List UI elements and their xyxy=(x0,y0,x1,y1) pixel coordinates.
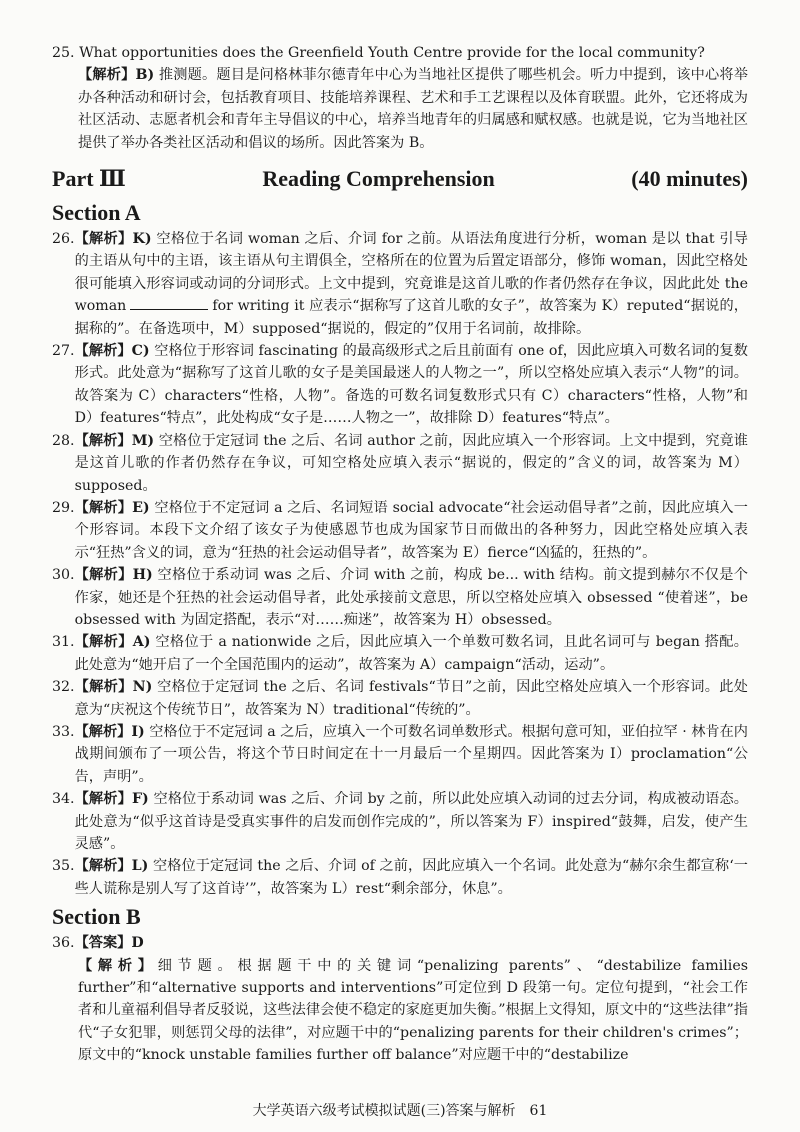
analysis-text: 推测题。题目是问格林菲尔德青年中心为当地社区提供了哪些机会。听力中提到，该中心将举办各种活动和研讨会，包括教育项目、技能培养课程、艺术和手工艺课程以及体育联盟。此外，它还将成为社区活动、志愿者机会和青年主导倡议的中心，培养当地青年的归属感和赋权感。也就是说，它为当地社区提供了举办各类社区活动和倡议的场所。因此答案为 B。 xyxy=(78,67,748,151)
analysis-label: 【解析】 xyxy=(74,791,132,808)
analysis-text: 空格位于系动词 was 之后、介词 with 之前，构成 be... with 结构。前文提到赫尔不仅是个作家，她还是个狂热的社会运动倡导者，此处承接前文意思，所以空格处应填入 obsessed “使着迷”，be obsessed with 为固定搭配，表示“对……痴迷”，故答案为 H）obsessed。 xyxy=(74,567,748,628)
answer-letter: L) xyxy=(131,858,149,875)
analysis-text: 空格位于系动词 was 之后、介词 by 之前，所以此处应填入动词的过去分词，构成被动语态。此处意为“似乎这首诗是受真实事件的启发而创作完成的”，所以答案为 F）inspired“鼓舞，启发，使产生灵感”。 xyxy=(74,791,748,852)
section-a-heading: Section A xyxy=(52,200,141,226)
item-analysis xyxy=(75,340,748,430)
analysis-text: 空格位于定冠词 the 之后、名词 author 之前，因此应填入一个形容词。上文中提到，究竟谁是这首儿歌的作者仍然存在争议，可知空格处应填入表示“据说的，假定的”含义的词，故答案为 M）supposed。 xyxy=(74,432,748,494)
item-number: 33. xyxy=(52,723,75,740)
item-analysis xyxy=(75,631,748,676)
analysis-label: 【解析】 xyxy=(78,67,136,84)
item-number: 31. xyxy=(52,634,75,651)
item-analysis xyxy=(75,676,748,721)
analysis-text: 空格位于定冠词 the 之后、介词 of 之前，因此应填入一个名词。此处意为“赫尔余生都宣称‘一些人谎称是别人写了这首诗’”，故答案为 L）rest“剩余部分，休息”。 xyxy=(74,858,748,897)
analysis-label: 【解析】 xyxy=(74,499,133,516)
part-heading xyxy=(52,162,748,196)
item-31 xyxy=(52,631,748,676)
answer-letter: B) xyxy=(135,67,155,84)
analysis-text: 空格位于定冠词 the 之后、名词 festivals“节日”之前，因此空格处应填入一个形容词。此处意为“庆祝这个传统节日”，故答案为 N）traditional“传统的”。 xyxy=(74,679,748,718)
question-25-stem xyxy=(52,42,748,64)
item-number: 27. xyxy=(52,343,75,360)
fill-blank-line xyxy=(130,297,208,310)
analysis-text: 空格位于 a nationwide 之后，因此应填入一个单数可数名词，且此名词可与 began 搭配。此处意为“她开启了一个全国范围内的运动”，故答案为 A）campaign“活动，运动”。 xyxy=(74,634,748,673)
question-25-analysis xyxy=(52,64,748,154)
item-36-answer xyxy=(52,932,748,954)
answer-letter: N) xyxy=(132,679,153,696)
analysis-label: 【解析】 xyxy=(74,567,133,584)
answer-letter: M) xyxy=(131,432,155,449)
answer-letter: F) xyxy=(131,791,149,808)
item-number: 29. xyxy=(52,499,75,516)
answer-letter: D xyxy=(131,935,144,952)
answer-letter: K) xyxy=(132,231,152,248)
question-25 xyxy=(52,42,748,154)
item-26 xyxy=(52,228,748,340)
item-34 xyxy=(52,788,748,855)
item-analysis xyxy=(75,855,748,900)
item-analysis xyxy=(75,564,748,631)
page-footer: 大学英语六级考试模拟试题(三)答案与解析 61 xyxy=(252,1103,548,1119)
answer-letter: C) xyxy=(131,343,150,360)
analysis-text: 空格位于不定冠词 a 之后、名词短语 social advocate“社会运动倡导者”之前，因此应填入一个形容词。本段下文介绍了该女子为使感恩节也成为国家节日而做出的各种努力，因此空格处应填入表示“狂热”含义的词，意为“狂热的社会运动倡导者”，故答案为 E）fierce“凶猛的，狂热的”。 xyxy=(74,499,748,561)
item-28 xyxy=(52,430,748,497)
analysis-text-pre: 空格位于名词 woman 之后、介词 for 之前。从语法角度进行分析，woman 是以 that 引导的主语从句中的主语，该主语从句主谓俱全，空格所在的位置为后置定语部分，修饰 woman，因此空格处很可能填入形容词或动词的分词形式。上文中提到，究竟谁是这首儿歌的作者仍然存在争议，因此此处 the woman xyxy=(74,231,748,315)
item-analysis xyxy=(75,721,748,788)
answer-label: 【答案】 xyxy=(74,935,132,952)
analysis-text-post: for writing it 应表示“据称写了这首儿歌的女子”，故答案为 K）reputed“据说的，据称的”。在备选项中，M）supposed“据说的，假定的”仅用于名词前，故排除。 xyxy=(74,298,748,337)
question-number: 25. xyxy=(52,45,75,61)
analysis-label: 【解析】 xyxy=(74,634,133,651)
question-text: What opportunities does the Greenfield Youth Centre provide for the local community? xyxy=(79,45,705,61)
item-32 xyxy=(52,676,748,721)
analysis-text: 空格位于形容词 fascinating 的最高级形式之后且前面有 one of，因此应填入可数名词的复数形式。此处意为“据称写了这首儿歌的女子是美国最迷人的人物之一”，所以空格处应填入表示“人物”的词。故答案为 C）characters“性格，人物”。备选的可数名词复数形式只有 C）characters“性格，人物”和 D）features“特点”，此处构成“女子是……人物之一”，故排除 D）features“特点”。 xyxy=(74,343,748,427)
item-36-analysis xyxy=(52,955,748,1067)
analysis-text: 空格位于不定冠词 a 之后，应填入一个可数名词单数形式。根据句意可知，亚伯拉罕 · 林肯在内战期间颁布了一项公告，将这个节日时间定在十一月最后一个星期四。因此答案为 I）proclamation“公告，声明”。 xyxy=(74,723,748,785)
item-number: 30. xyxy=(52,567,75,584)
item-number: 36. xyxy=(52,935,75,952)
answer-letter: H) xyxy=(132,567,153,584)
item-number: 34. xyxy=(52,791,75,808)
item-number: 26. xyxy=(52,231,75,248)
item-number: 28. xyxy=(52,432,75,449)
part-title: Reading Comprehension xyxy=(262,166,495,192)
item-33 xyxy=(52,721,748,788)
analysis-label: 【解析】 xyxy=(74,432,132,449)
item-answer xyxy=(75,932,748,954)
part-number: Part Ⅲ xyxy=(52,166,126,192)
analysis-label: 【解析】 xyxy=(78,957,158,974)
analysis-text: 细节题。根据题干中的关键词“penalizing parents”、“destabilize families further”和“alternative supports and interventions”可定位到 D 段第一句。定位句提到，“社会工作者和儿童福利倡导者反驳说，这些法律会使不稳定的家庭更加失衡。”根据上文得知，原文中的“这些法律”指代“子女犯罪，则惩罚父母的法律”，对应题干中的“penalizing parents for their children's crimes”；原文中的“knock unstable families further off balance”对应题干中的“destabilize xyxy=(78,957,748,1064)
analysis-label: 【解析】 xyxy=(74,723,132,740)
answer-letter: E) xyxy=(132,499,150,516)
item-analysis xyxy=(75,788,748,855)
item-number: 32. xyxy=(52,679,75,696)
item-analysis xyxy=(75,430,748,497)
analysis-label: 【解析】 xyxy=(74,231,133,248)
item-number: 35. xyxy=(52,858,75,875)
section-b-heading: Section B xyxy=(52,904,141,930)
analysis-label: 【解析】 xyxy=(74,858,132,875)
item-30 xyxy=(52,564,748,631)
item-35 xyxy=(52,855,748,900)
item-29 xyxy=(52,497,748,564)
answer-letter: I) xyxy=(131,723,145,740)
item-27 xyxy=(52,340,748,430)
item-analysis xyxy=(75,497,748,564)
part-time: (40 minutes) xyxy=(631,166,748,192)
analysis-label: 【解析】 xyxy=(74,343,132,360)
item-analysis xyxy=(75,228,748,340)
analysis-label: 【解析】 xyxy=(74,679,133,696)
answer-letter: A) xyxy=(132,634,151,651)
